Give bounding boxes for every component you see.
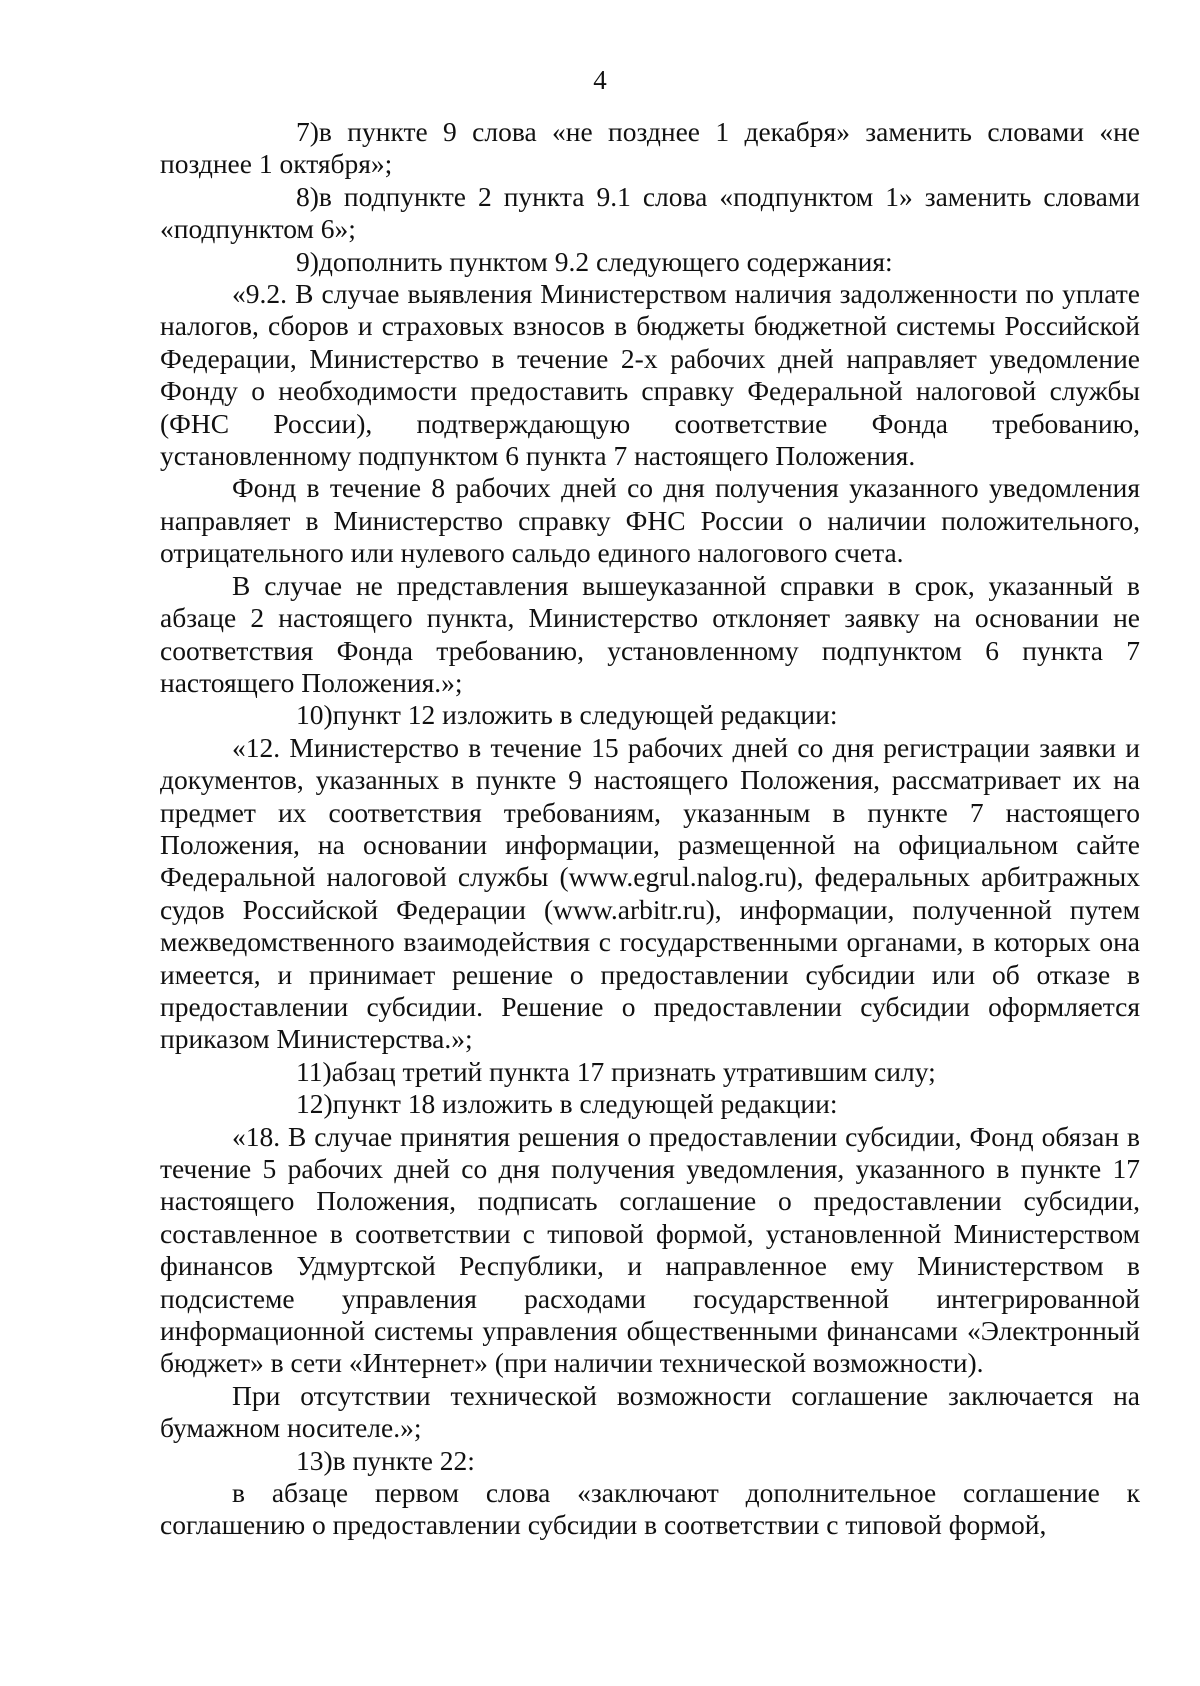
item-number: 10) <box>296 699 333 731</box>
paragraph-18-a: «18. В случае принятия решения о предоставлении субсидии, Фонд обязан в течение 5 рабочих дней со дня получения уведомления, указанного в пункте 17 настоящего Положения, подписать соглашение о предоставлении субсидии, составленное в соответствии с типовой формой, установленной Министерством финансов Удмуртской Республики, и направленное ему Министерством в подсистеме управления расходами государственной интегрированной информационной системы управления общественными финансами «Электронный бюджет» в сети «Интернет» (при наличии технической возможности). <box>160 1120 1140 1379</box>
list-item-12 <box>160 1088 1140 1120</box>
item-text: абзац третий пункта 17 признать утратившим силу; <box>331 1055 936 1087</box>
list-item-7 <box>160 116 1140 181</box>
item-number: 7) <box>296 116 319 147</box>
list-item-11 <box>160 1056 1140 1088</box>
paragraph-9-2-c: В случае не представления вышеуказанной справки в срок, указанный в абзаце 2 настоящего пункта, Министерство отклоняет заявку на основании не соответствия Фонда требованию, установленному подпунктом 6 пункта 7 настоящего Положения.»; <box>160 569 1140 698</box>
list-item-9 <box>160 246 1140 278</box>
list-item-10 <box>160 699 1140 731</box>
paragraph-12: «12. Министерство в течение 15 рабочих дней со дня регистрации заявки и документов, указанных в пункте 9 настоящего Положения, рассматривает их на предмет их соответствия требованиям, указанным в пункте 7 настоящего Положения, на основании информации, размещенной на официальном сайте Федеральной налоговой службы (www.egrul.nalog.ru), федеральных арбитражных судов Российской Федерации (www.arbitr.ru), информации, полученной путем межведомственного взаимодействия с государственными органами, в которых она имеется, и принимает решение о предоставлении субсидии или об отказе в предоставлении субсидии. Решение о предоставлении субсидии оформляется приказом Министерства.»; <box>160 731 1140 1055</box>
document-body <box>160 116 1140 1542</box>
paragraph-18-b: При отсутствии технической возможности соглашение заключается на бумажном носителе.»; <box>160 1379 1140 1444</box>
list-item-8 <box>160 181 1140 246</box>
item-text: пункт 18 изложить в следующей редакции: <box>332 1088 838 1120</box>
paragraph-9-2-a: «9.2. В случае выявления Министерством наличия задолженности по уплате налогов, сборов и страховых взносов в бюджеты бюджетной системы Российской Федерации, Министерство в течение 2-х рабочих дней направляет уведомление Фонду о необходимости предоставить справку Федеральной налоговой службы (ФНС России), подтверждающую соответствие Фонда требованию, установленному подпунктом 6 пункта 7 настоящего Положения. <box>160 278 1140 472</box>
item-text: в подпункте 2 пункта 9.1 слова «подпунктом 1» заменить словами «подпунктом 6»; <box>160 180 1140 245</box>
list-item-13 <box>160 1445 1140 1477</box>
item-text: дополнить пунктом 9.2 следующего содержания: <box>318 245 893 277</box>
item-number: 9) <box>296 245 319 277</box>
item-text: в пункте 22: <box>332 1444 475 1476</box>
item-text: в пункте 9 слова «не позднее 1 декабря» заменить словами «не позднее 1 октября»; <box>160 116 1140 180</box>
item-number: 13) <box>296 1444 333 1476</box>
paragraph-9-2-b: Фонд в течение 8 рабочих дней со дня получения указанного уведомления направляет в Министерство справку ФНС России о наличии положительного, отрицательного или нулевого сальдо единого налогового счета. <box>160 472 1140 569</box>
item-text: пункт 12 изложить в следующей редакции: <box>332 699 838 731</box>
item-number: 11) <box>296 1055 332 1087</box>
paragraph-22-a: в абзаце первом слова «заключают дополнительное соглашение к соглашению о предоставлении субсидии в соответствии с типовой формой, <box>160 1477 1140 1541</box>
item-number: 12) <box>296 1088 333 1120</box>
page-number: 4 <box>593 65 607 95</box>
item-number: 8) <box>296 180 319 212</box>
